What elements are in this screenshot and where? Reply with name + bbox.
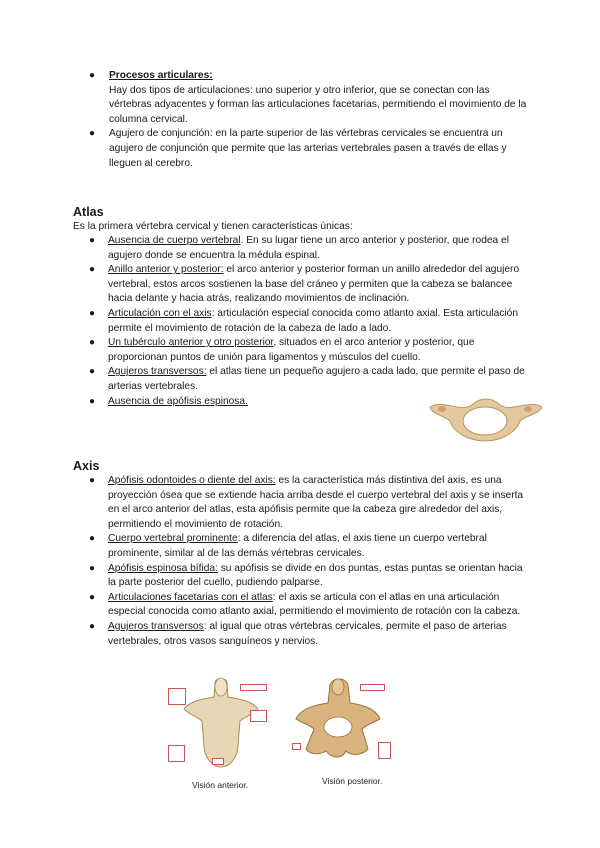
bullet-icon: ● bbox=[89, 366, 96, 378]
list-item bbox=[73, 474, 533, 532]
atlas-vertebra-image bbox=[420, 385, 550, 445]
top-list bbox=[73, 69, 533, 171]
anatomy-label bbox=[168, 688, 186, 705]
item-text: , situados en el arco anterior y posterior, que proporcionan puntos de unión para ligamentos y músculos del cuello. bbox=[108, 337, 475, 363]
item-text: . En su lugar tiene un arco anterior y posterior, que rodea el agujero donde se encuentra la médula espinal. bbox=[108, 235, 509, 261]
item-term: Ausencia de cuerpo vertebral bbox=[108, 235, 241, 246]
item-text: es la característica más distintiva del axis, es una proyección ósea que se extiende hacia arriba desde el cuerpo vertebral del axis y se inserta en el arco anterior del atlas, esta apófisis permite que la cabeza gire alrededor del axis, permitiendo el movimiento de rotación. bbox=[108, 475, 524, 530]
anatomy-label bbox=[240, 684, 267, 691]
bullet-icon: ● bbox=[89, 70, 96, 81]
item-text: : articulación especial conocida como atlanto axial. Esta articulación permite el movimiento de rotación de la cabeza de lado a lado. bbox=[108, 307, 518, 334]
item-term: Un tubérculo anterior y otro posterior bbox=[108, 337, 274, 349]
axis-list bbox=[73, 474, 533, 649]
bullet-icon: ● bbox=[89, 337, 96, 349]
list-item bbox=[73, 263, 533, 307]
item-term: Apófisis espinosa bífida: bbox=[108, 562, 218, 574]
item-text: : a diferencia del atlas, el axis tiene un cuerpo vertebral prominente, similar al de las demás vértebras cervicales. bbox=[108, 533, 487, 559]
anatomy-label bbox=[168, 745, 185, 762]
bullet-icon: ● bbox=[89, 475, 96, 486]
item-text: Hay dos tipos de articulaciones: uno superior y otro inferior, que se conectan con las vértebras adyacentes y forman las articulaciones facetarias, permitiendo el movimiento de la columna cervical. bbox=[109, 84, 527, 125]
list-item bbox=[73, 127, 533, 171]
item-text: el arco anterior y posterior forman un anillo alrededor del agujero vertebral, estos arcos sostienen la base del cráneo y permiten que la cabeza se balancee hacia delante y hacia atrás, realizando movimientos de inclinación. bbox=[108, 264, 520, 305]
item-term: Articulación con el axis bbox=[108, 307, 212, 319]
list-item bbox=[73, 562, 533, 591]
item-text: : el axis se articula con el atlas en una articulación especial conocida como atlanto axial, permitiendo el movimiento de rotación con la cabeza. bbox=[108, 591, 521, 618]
bullet-icon: ● bbox=[89, 562, 96, 574]
bullet-icon: ● bbox=[89, 533, 96, 545]
anatomy-label bbox=[378, 742, 391, 759]
anterior-caption: Visión anterior. bbox=[192, 780, 249, 790]
atlas-intro: Es la primera vértebra cervical y tienen características únicas: bbox=[73, 221, 353, 232]
list-item bbox=[73, 69, 533, 127]
bullet-icon: ● bbox=[89, 128, 96, 140]
axis-heading: Axis bbox=[73, 459, 100, 473]
anatomy-label bbox=[360, 684, 385, 691]
list-item bbox=[73, 307, 533, 336]
atlas-list bbox=[73, 234, 533, 409]
axis-posterior-image bbox=[280, 675, 415, 775]
list-item bbox=[73, 336, 533, 365]
item-term: Ausencia de apófisis espinosa. bbox=[108, 395, 248, 407]
bullet-icon: ● bbox=[89, 235, 96, 246]
bullet-icon: ● bbox=[89, 264, 96, 276]
bullet-icon: ● bbox=[89, 307, 96, 319]
list-item bbox=[73, 620, 533, 649]
item-text: el atlas tiene un pequeño agujero a cada lado, que permite el paso de arterias vertebrales. bbox=[108, 366, 525, 392]
item-term: Agujeros transversos: bbox=[108, 366, 207, 378]
anatomy-label bbox=[250, 710, 267, 722]
item-title: Procesos articulares: bbox=[109, 70, 213, 81]
bullet-icon: ● bbox=[89, 620, 96, 632]
bullet-icon: ● bbox=[89, 591, 96, 603]
item-text: Agujero de conjunción: en la parte superior de las vértebras cervicales se encuentra un agujero de conjunción que permite que las arterias vertebrales pasen a través de ellas y lleguen al cerebro. bbox=[109, 128, 507, 169]
atlas-heading: Atlas bbox=[73, 205, 104, 219]
anatomy-label bbox=[212, 758, 224, 765]
item-term: Articulaciones facetarias con el atlas bbox=[108, 591, 273, 603]
posterior-caption: Visión posterior. bbox=[322, 776, 383, 786]
list-item bbox=[73, 234, 533, 263]
bullet-icon: ● bbox=[89, 395, 96, 407]
anatomy-label bbox=[292, 743, 301, 750]
item-text: su apófisis se divide en dos puntas, estas puntas se orientan hacia la parte posterior del cuello, pudiendo palparse. bbox=[108, 562, 523, 589]
item-term: Anillo anterior y posterior: bbox=[108, 264, 224, 276]
item-term: Apófisis odontoides o diente del axis: bbox=[108, 475, 276, 486]
item-term: Cuerpo vertebral prominente bbox=[108, 533, 238, 545]
list-item bbox=[73, 532, 533, 561]
item-term: Agujeros transversos bbox=[108, 620, 204, 632]
list-item bbox=[73, 591, 533, 620]
item-text: : al igual que otras vértebras cervicales, permite el paso de arterias vertebrales, otros vasos sanguíneos y nervios. bbox=[108, 620, 507, 647]
